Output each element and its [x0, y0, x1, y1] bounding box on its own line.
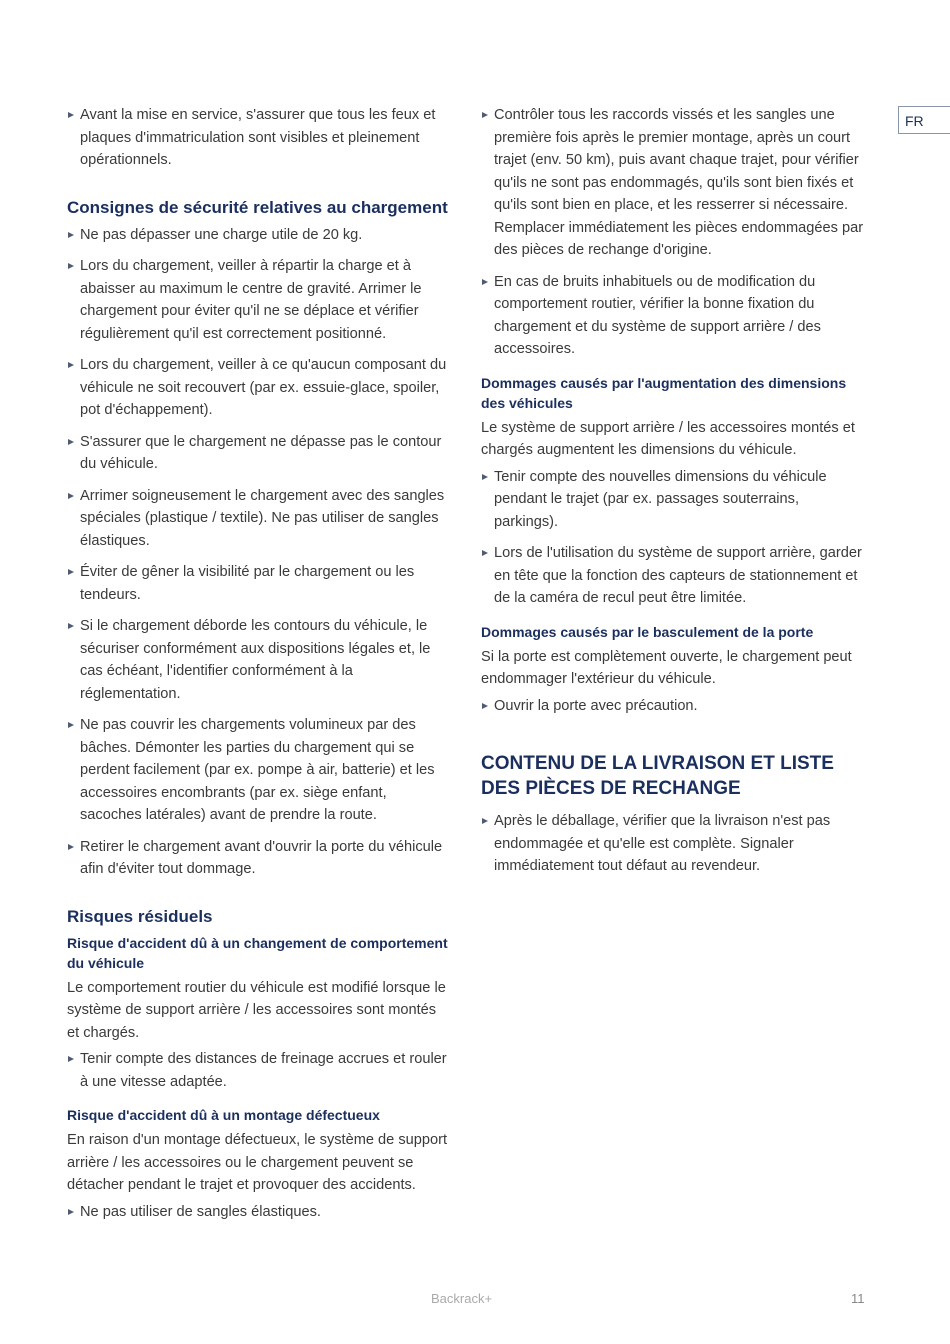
intro-bullet: Avant la mise en service, s'assurer que tous les feux et plaques d'immatriculation sont visibles et pleinement opérationnels. [67, 104, 451, 172]
behavior-risk-text: Le comportement routier du véhicule est modifié lorsque le système de support arrière / les accessoires sont montés et chargés. [67, 979, 446, 1041]
loading-bullet: Ne pas dépasser une charge utile de 20 kg. [67, 224, 451, 247]
door-heading: Dommages causés par le basculement de la porte [481, 623, 814, 640]
delivery-bullet: Après le déballage, vérifier que la livraison n'est pas endommagée et qu'elle est complète. Signaler immédiatement tout défaut au revendeur. [481, 810, 865, 878]
page-number: 11 [851, 1291, 865, 1306]
right-column [481, 104, 865, 887]
dimensions-bullet: Tenir compte des nouvelles dimensions du véhicule pendant le trajet (par ex. passages souterrains, parkings). [481, 466, 865, 534]
loading-bullet: Lors du chargement, veiller à répartir la charge et à abaisser au maximum le centre de gravité. Arrimer le chargement pour éviter qu'il ne se déplace et vérifier régulièrement qu'il est correctement positionné. [67, 255, 451, 345]
mounting-risk-heading: Risque d'accident dû à un montage défectueux [67, 1107, 380, 1123]
loading-bullet: Ne pas couvrir les chargements volumineux par des bâches. Démonter les parties du chargement qui se perdent facilement (par ex. pompe à air, batterie) et les accessoires encombrants (par ex. siège enfant, sacoches latérales) avant de prendre la route. [67, 714, 451, 827]
residual-risks-heading: Risques résiduels [67, 906, 213, 926]
check-bullet: En cas de bruits inhabituels ou de modification du comportement routier, vérifier la bonne fixation du chargement et du système de support arrière / des accessoires. [481, 271, 865, 361]
left-column [67, 104, 451, 1232]
loading-bullet: Retirer le chargement avant d'ouvrir la porte du véhicule afin d'éviter tout dommage. [67, 836, 451, 881]
dimensions-heading: Dommages causés par l'augmentation des dimensions des véhicules [481, 374, 847, 411]
behavior-risk-bullet: Tenir compte des distances de freinage accrues et rouler à une vitesse adaptée. [67, 1048, 451, 1093]
door-text: Si la porte est complètement ouverte, le chargement peut endommager l'extérieur du véhicule. [481, 648, 852, 687]
loading-bullet: S'assurer que le chargement ne dépasse pas le contour du véhicule. [67, 431, 451, 476]
mounting-risk-text: En raison d'un montage défectueux, le système de support arrière / les accessoires ou le chargement peuvent se détacher pendant le trajet et provoquer des accidents. [67, 1132, 448, 1193]
loading-bullet: Lors du chargement, veiller à ce qu'aucun composant du véhicule ne soit recouvert (par ex. essuie-glace, spoiler, pot d'échappement). [67, 354, 451, 422]
behavior-risk-heading: Risque d'accident dû à un changement de comportement du véhicule [67, 934, 448, 971]
mounting-risk-bullet: Ne pas utiliser de sangles élastiques. [67, 1201, 451, 1224]
loading-bullet: Si le chargement déborde les contours du véhicule, le sécuriser conformément aux dispositions légales et, le cas échéant, l'identifier conformément à la réglementation. [67, 615, 451, 705]
dimensions-text: Le système de support arrière / les accessoires montés et chargés augmentent les dimensions du véhicule. [481, 419, 855, 458]
loading-safety-heading: Consignes de sécurité relatives au chargement [67, 197, 448, 217]
loading-bullet: Éviter de gêner la visibilité par le chargement ou les tendeurs. [67, 561, 451, 606]
footer-brand: Backrack+ [431, 1291, 493, 1306]
loading-bullet: Arrimer soigneusement le chargement avec des sangles spéciales (plastique / textile). Ne pas utiliser de sangles élastiques. [67, 485, 451, 553]
door-bullet: Ouvrir la porte avec précaution. [481, 695, 865, 718]
delivery-heading: CONTENU DE LA LIVRAISON ET LISTE DES PIÈCES DE RECHANGE [481, 753, 834, 799]
check-bullet: Contrôler tous les raccords vissés et les sangles une première fois après le premier montage, après un court trajet (env. 50 km), puis avant chaque trajet, pour vérifier qu'ils ne sont pas endommagés, qu'ils sont bien fixés et qu'ils sont bien en place, et les resserrer si nécessaire. Remplacer immédiatement les pièces endommagées par des pièces de rechange d'origine. [481, 104, 865, 262]
dimensions-bullet: Lors de l'utilisation du système de support arrière, garder en tête que la fonction des capteurs de stationnement et de la caméra de recul peut être limitée. [481, 542, 865, 610]
language-tab: FR [898, 106, 950, 134]
